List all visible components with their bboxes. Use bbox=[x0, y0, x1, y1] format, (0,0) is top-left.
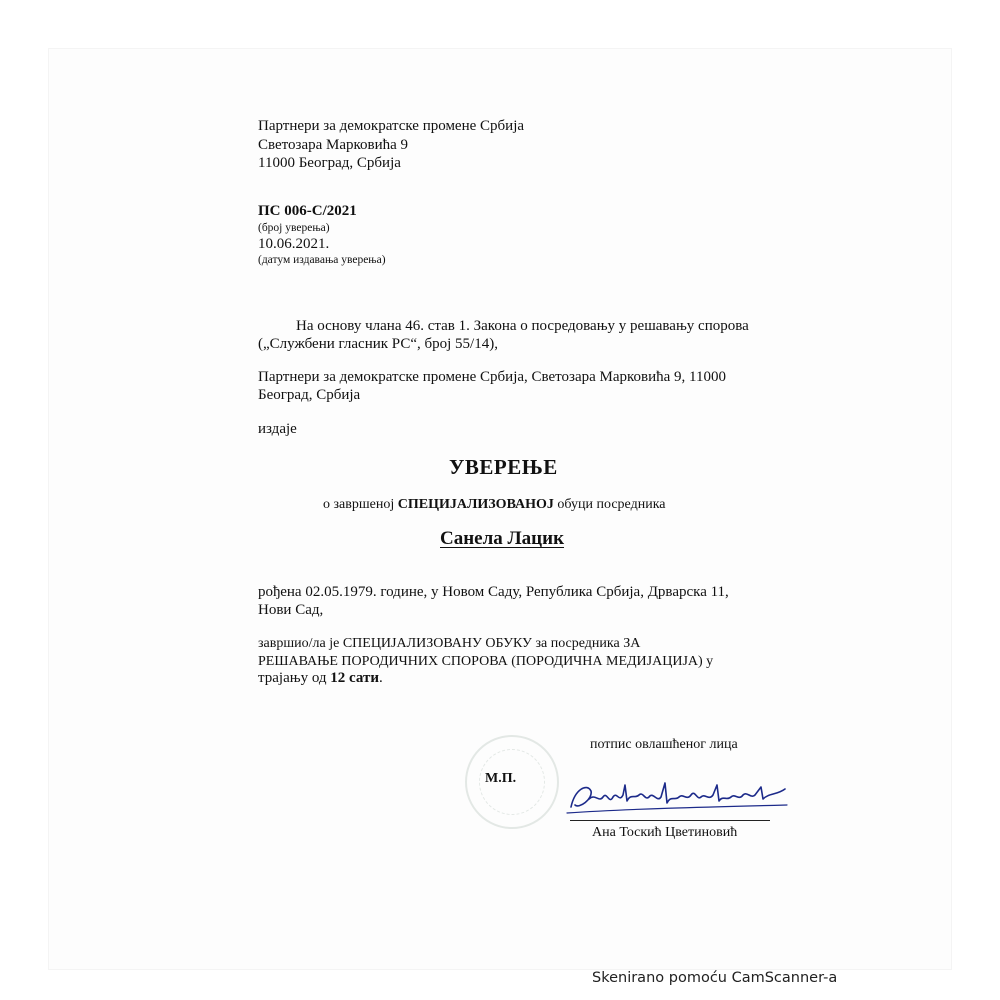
completion-line3-pre: трајању од bbox=[258, 670, 327, 686]
completion-line3 bbox=[258, 669, 383, 688]
certificate-number-label: (број уверења) bbox=[258, 222, 330, 234]
subtitle-bold: СПЕЦИЈАЛИЗОВАНОЈ bbox=[397, 497, 554, 512]
signature-line bbox=[570, 820, 770, 821]
issuer-city: 11000 Београд, Србија bbox=[258, 155, 401, 171]
issue-date: 10.06.2021. bbox=[258, 236, 330, 252]
birth-info-line1: рођена 02.05.1979. године, у Новом Саду, Република Србија, Дрварска 11, bbox=[258, 584, 729, 600]
birth-info-line2: Нови Сад, bbox=[258, 602, 324, 618]
completion-line2: РЕШАВАЊЕ ПОРОДИЧНИХ СПОРОВА (ПОРОДИЧНА МЕДИЈАЦИЈА) у bbox=[258, 654, 714, 669]
issue-date-label: (датум издавања уверења) bbox=[258, 254, 386, 266]
issues-word: издаје bbox=[258, 421, 297, 437]
issuer-full-line1: Партнери за демократске промене Србија, Светозара Марковића 9, 11000 bbox=[258, 369, 727, 385]
issuer-street: Светозара Марковића 9 bbox=[258, 137, 409, 153]
issuer-name: Партнери за демократске промене Србија bbox=[258, 118, 525, 134]
completion-line3-post: . bbox=[379, 670, 383, 686]
handwritten-signature bbox=[565, 775, 795, 820]
recipient-name: Санела Лацик bbox=[440, 528, 565, 549]
legal-basis-line2: („Службени гласник РС“, број 55/14), bbox=[258, 336, 498, 352]
completion-line1: завршио/ла је СПЕЦИЈАЛИЗОВАНУ ОБУКУ за посредника ЗА bbox=[258, 636, 641, 651]
certificate-number: ПС 006-С/2021 bbox=[258, 203, 357, 219]
scanner-footer: Skenirano pomoću CamScanner-a bbox=[592, 970, 838, 986]
subtitle-post: обуци посредника bbox=[557, 497, 666, 512]
certificate-title: УВЕРЕЊЕ bbox=[449, 455, 558, 479]
completion-duration: 12 сати bbox=[330, 670, 379, 686]
signature-label: потпис овлашћеног лица bbox=[590, 737, 738, 752]
legal-basis-line1: На основу члана 46. став 1. Закона о посредовању у решавању спорова bbox=[296, 318, 749, 334]
subtitle-pre: о завршеној bbox=[323, 497, 395, 512]
issuer-full-line2: Београд, Србија bbox=[258, 387, 361, 403]
signer-name: Ана Тоскић Цветиновић bbox=[592, 825, 738, 840]
stamp-label: М.П. bbox=[485, 771, 517, 786]
certificate-subtitle bbox=[323, 496, 666, 514]
